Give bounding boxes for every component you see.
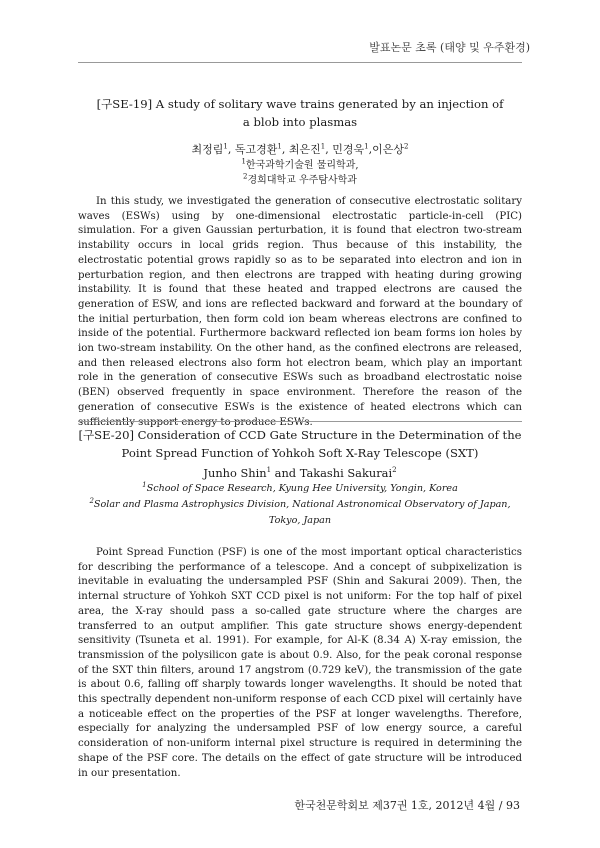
author-sup: 2 bbox=[403, 142, 409, 151]
running-header: 발표논문 초록 (태양 및 우주환경) bbox=[369, 41, 530, 54]
page-footer: 한국천문학회보 제37권 1호, 2012년 4월 / 93 bbox=[294, 799, 520, 812]
paper1-abstract: In this study, we investigated the generation of consecutive electrostatic solitary waves (ESWs) using by one-dimensional electrostatic particle-in-cell (PIC) simulation. For a given Gaussian perturbation, it is found that electron two-stream instability occurs in local grids region. Thus because of this instability, the electrostatic potential grows rapidly so as to be separated into electron and ion in perturbation region, and then electrons are trapped with heating during growing instability. It is found that these heated and trapped electrons are caused the generation of ESW, and ions are reflected backward and forward at the boundary of the initial perturbation, then form cold ion beam whereas electrons are confined to inside of the potential. Furthermore backward reflected ion beam forms ion holes by ion two-stream instability. On the other hand, as the confined electrons are released, and then released electrons also form hot electron beam, which play an important role in the generation of consecutive ESWs such as broadband electrostatic noise (BEN) observed frequently in space environment. Therefore the reason of the generation of consecutive ESWs is the existence of heated electrons which can sufficiently support energy to produce ESWs. bbox=[78, 196, 522, 428]
paper2-abstract: Point Spread Function (PSF) is one of the most important optical characteristics for describing the performance of a telescope. And a concept of subpixelization is inevitable in evaluating the undersampled PSF (Shin and Sakurai 2009). Then, the internal structure of Yohkoh SXT CCD pixel is not uniform: For the top half of pixel area, the X-ray should pass a so-called gate structure where the charges are transferred to an output amplifier. This gate structure shows energy-dependent sensitivity (Tsuneta et al. 1991). For example, for Al-K (8.34 A) X-ray emission, the transmission of the polysilicon gate is about 0.9. Also, for the peak coronal response of the SXT thin filters, around 17 angstrom (0.729 keV), the transmission of the gate is about 0.6, falling off sharply towards longer wavelengths. It should be noted that this spectrally dependent non-uniform response of each CCD pixel will certainly have a noticeable effect on the properties of the PSF at longer wavelengths. Therefore, especially for analyzing the undersampled PSF of low energy source, a careful consideration of non-uniform internal pixel structure is required in determining the shape of the PSF core. The details on the effect of gate structure will be introduced in our presentation. bbox=[78, 547, 522, 779]
author-sup: 2 bbox=[392, 466, 397, 475]
affil-text: 한국과학기술원 물리학과, bbox=[245, 160, 359, 171]
paper2-affiliation-2 bbox=[78, 497, 522, 529]
author-name: 최정림 bbox=[191, 143, 224, 156]
author-name: 최은진 bbox=[288, 143, 321, 156]
author-sup: 1 bbox=[364, 142, 369, 151]
affil-sup: 1 bbox=[142, 480, 147, 489]
affil-text: Solar and Plasma Astrophysics Division, National Astronomical Observatory of Japan, Tokyo, Japan bbox=[93, 499, 511, 526]
paper1-authors: 최정림$^1$, 독고경환$^1$, 최은진$^1$, 민경욱$^1$,이은상$^2$ bbox=[191, 142, 409, 156]
affil-text: 경희대학교 우주탐사학과 bbox=[247, 175, 357, 186]
author-sup: 1 bbox=[320, 142, 326, 151]
affil-sup: 1 bbox=[241, 157, 246, 166]
author-sup: 1 bbox=[277, 142, 282, 151]
author-name: 민경욱 bbox=[332, 143, 365, 156]
paper1-title: [구SE-19] A study of solitary wave trains generated by an injection of a blob into plasmas bbox=[96, 97, 504, 129]
paper1-affiliation-2 bbox=[78, 173, 522, 189]
paper2-title: [구SE-20] Consideration of CCD Gate Structure in the Determination of the Point Spread Function of Yohkoh Soft X-Ray Telescope (SXT) bbox=[78, 428, 522, 460]
author-conjunction: and bbox=[271, 466, 300, 480]
affil-sup: 2 bbox=[89, 496, 94, 505]
affil-sup: 2 bbox=[243, 172, 248, 181]
paper2-affiliation-1 bbox=[78, 481, 522, 497]
author-name: Junho Shin bbox=[203, 466, 267, 480]
affil-text: School of Space Research, Kyung Hee University, Yongin, Korea bbox=[146, 483, 458, 494]
author-name: 독고경환 bbox=[234, 143, 278, 156]
author-sup: 1 bbox=[266, 466, 272, 475]
section-divider bbox=[78, 421, 522, 422]
author-name: Takashi Sakurai bbox=[299, 466, 393, 480]
header-rule bbox=[78, 62, 522, 63]
author-sup: 1 bbox=[223, 142, 228, 151]
author-name: 이은상 bbox=[372, 143, 404, 156]
paper1-affiliation-1 bbox=[78, 158, 522, 174]
paper2-authors bbox=[78, 465, 522, 481]
